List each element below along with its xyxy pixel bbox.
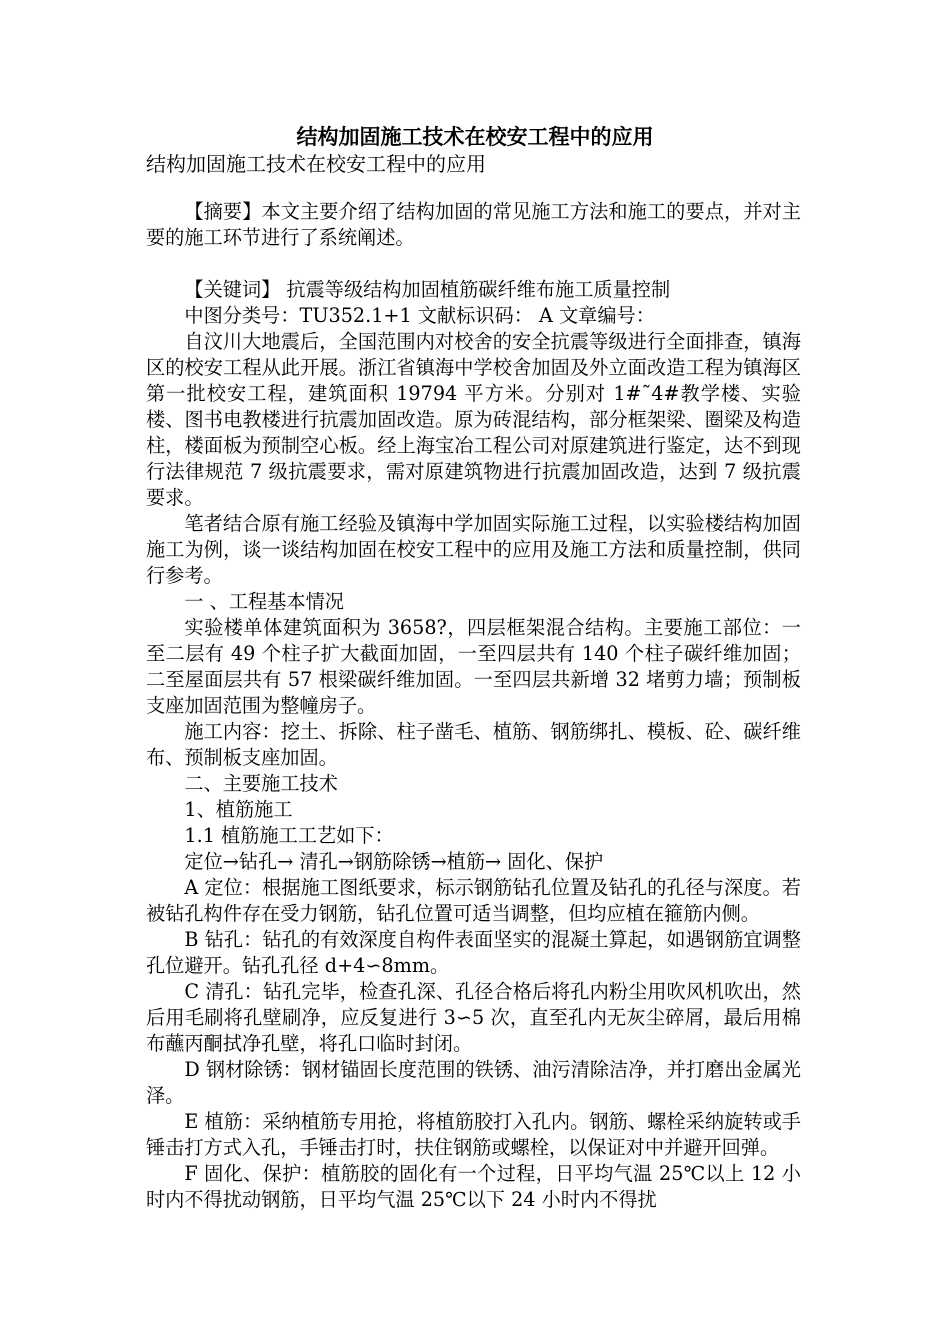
abstract-paragraph: 【摘要】本文主要介绍了结构加固的常见施工方法和施工的要点，并对主要的施工环节进行了系统阐述。 [146, 200, 801, 249]
document-title: 结构加固施工技术在校安工程中的应用 [296, 124, 654, 149]
body-paragraph: 实验楼单体建筑面积为 3658?，四层框架混合结构。主要施工部位：一至二层有 49 个柱子扩大截面加固，一至四层共有 140 个柱子碳纤维加固；二至屋面层共有 57 根梁碳纤维加固。一至四层共新增 32 堵剪力墙；预制板支座加固范围为整幢房子。 [146, 616, 801, 717]
step-paragraph: D 钢材除锈：钢材锚固长度范围的铁锈、油污清除洁净，并打磨出金属光泽。 [146, 1058, 801, 1107]
step-paragraph: A 定位：根据施工图纸要求，标示钢筋钻孔位置及钻孔的孔径与深度。若被钻孔构件存在受力钢筋，钻孔位置可适当调整，但均应植在箍筋内侧。 [146, 876, 801, 925]
step-paragraph: F 固化、保护：植筋胶的固化有一个过程，日平均气温 25℃以上 12 小时内不得扰动钢筋，日平均气温 25℃以下 24 小时内不得扰 [146, 1162, 801, 1211]
step-paragraph: C 清孔：钻孔完毕，检查孔深、孔径合格后将孔内粉尘用吹风机吹出，然后用毛刷将孔壁刷净，应反复进行 3∽5 次，直至孔内无灰尘碎屑，最后用棉布蘸丙酮拭净孔壁，将孔口临时封闭。 [146, 980, 801, 1055]
section-heading: 二、主要施工技术 [184, 772, 338, 795]
blank-line [146, 251, 801, 277]
document-subtitle: 结构加固施工技术在校安工程中的应用 [146, 152, 486, 176]
section-heading: 一 、工程基本情况 [184, 590, 344, 613]
subsection-heading: 1、植筋施工 [184, 798, 293, 821]
keywords-line: 【关键词】 抗震等级结构加固植筋碳纤维布施工质量控制 [184, 278, 671, 301]
body-paragraph: 自汶川大地震后，全国范围内对校舍的安全抗震等级进行全面排查，镇海区的校安工程从此开展。浙江省镇海中学校舍加固及外立面改造工程为镇海区第一批校安工程，建筑面积 19794 平方米。分别对 1#˜4#教学楼、实验楼、图书电教楼进行抗震加固改造。原为砖混结构，部分框架梁、圈梁及构造柱，楼面板为预制空心板。经上海宝冶工程公司对原建筑进行鉴定，达不到现行法律规范 7 级抗震要求，需对原建筑物进行抗震加固改造，达到 7 级抗震要求。 [146, 330, 801, 509]
step-paragraph: E 植筋：采纳植筋专用抢，将植筋胶打入孔内。钢筋、螺栓采纳旋转或手锤击打方式入孔，手锤击打时，扶住钢筋或螺栓，以保证对中并避开回弹。 [146, 1110, 801, 1159]
process-flow-line: 定位→钻孔→ 清孔→钢筋除锈→植筋→ 固化、保护 [184, 850, 604, 873]
subsection-heading: 1.1 植筋施工工艺如下： [184, 824, 394, 847]
body-paragraph: 施工内容：挖土、拆除、柱子凿毛、植筋、钢筋绑扎、模板、砼、碳纤维布、预制板支座加固。 [146, 720, 801, 769]
step-paragraph: B 钻孔：钻孔的有效深度自构件表面坚实的混凝土算起，如遇钢筋宜调整孔位避开。钻孔孔径 d+4∽8mm。 [146, 928, 801, 977]
classification-line: 中图分类号：TU352.1+1 文献标识码： A 文章编号： [184, 304, 655, 327]
document-body [146, 199, 801, 1213]
body-paragraph: 笔者结合原有施工经验及镇海中学加固实际施工过程，以实验楼结构加固施工为例，谈一谈结构加固在校安工程中的应用及施工方法和质量控制，供同行参考。 [146, 512, 801, 587]
